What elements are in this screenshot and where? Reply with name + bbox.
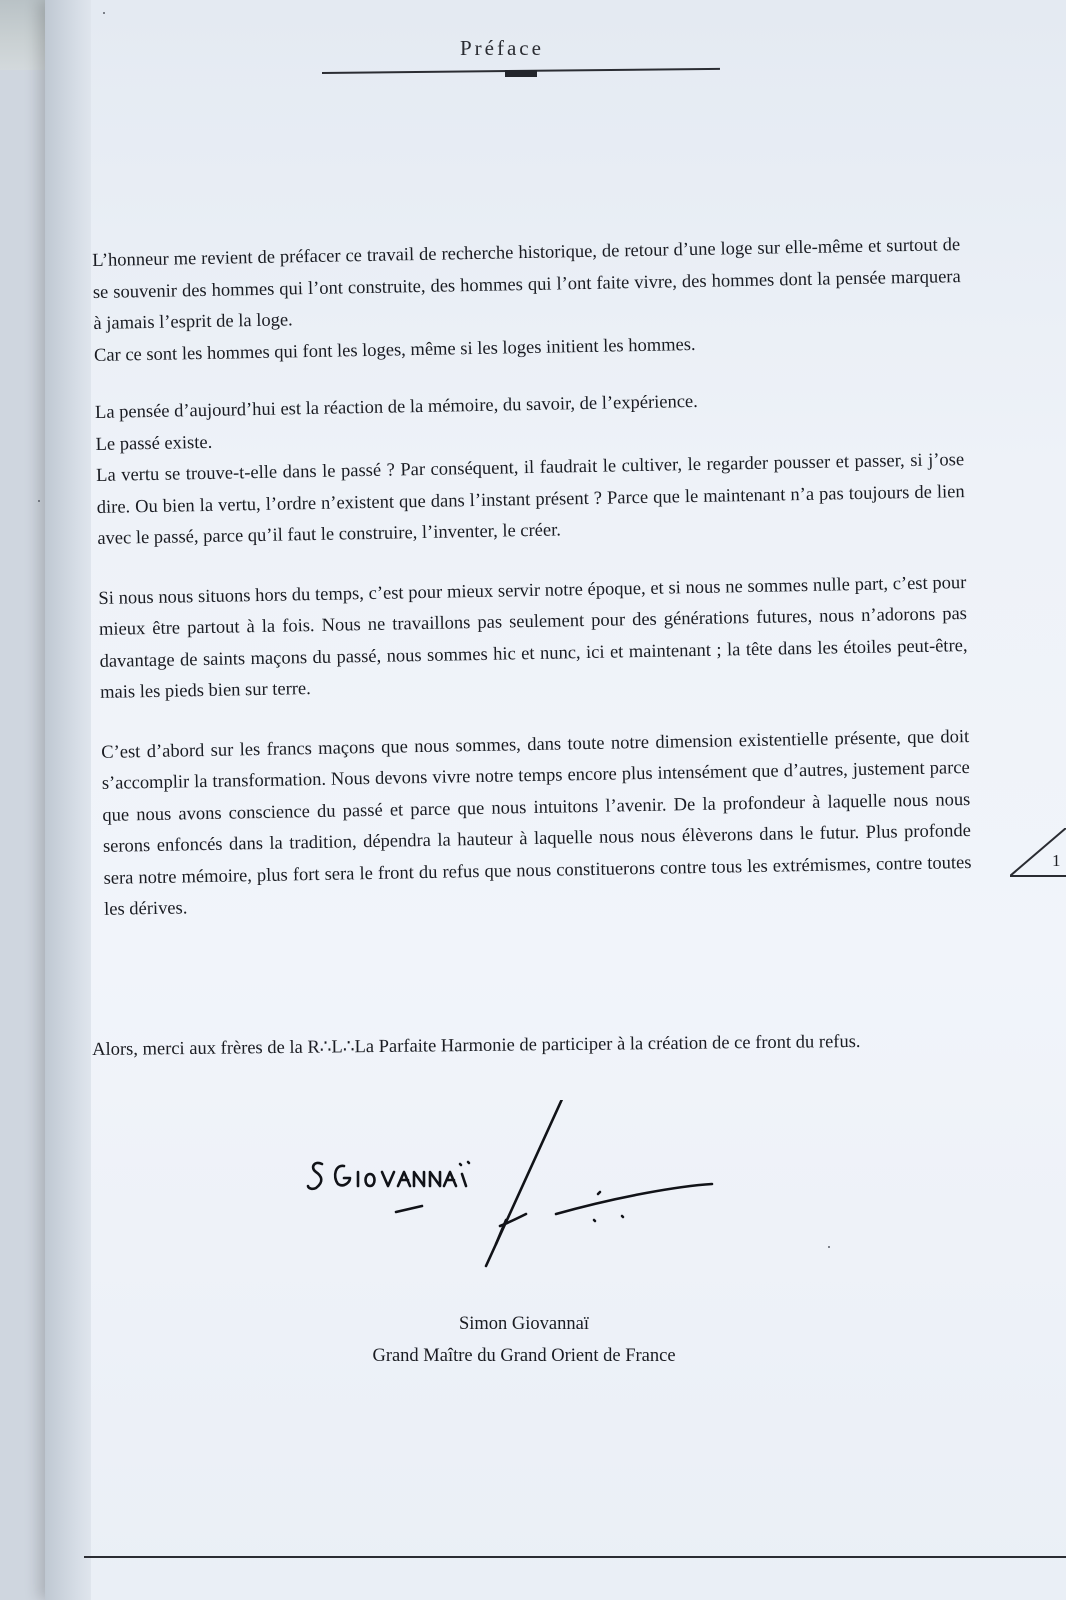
paper-speck [103,12,105,14]
page-edge [45,0,91,1600]
paragraph-1-line-2: Car ce sont les hommes qui font les loges, même si les loges initient les hommes. [93,334,696,366]
paragraph-1-line-1: L’honneur me revient de préfacer ce travail de recherche historique, de retour d’une loge sur elle-même et surtout de se souvenir des hommes qui l’ont construite, des hommes qui l’ont faite vivre, des hommes dont la pensée marquera à jamais l’esprit de la loge. [92,235,961,334]
preface-body [92,230,972,926]
paragraph-2-line-1: La pensée d’aujourd’hui est la réaction de la mémoire, du savoir, de l’expérience. [94,391,698,423]
paragraph-2-line-3: La vertu se trouve-t-elle dans le passé ? Par conséquent, il faudrait le cultiver, le regarder pousser et passer, si j’ose dire. Ou bien la vertu, l’ordre n’existent que dans l’instant présent ? Parce que le maintenant n’a pas toujours de lien avec le passé, parce qu’il faut le construire, l’inventer, le créer. [96,450,965,549]
paper-speck [38,500,40,502]
signer-name: Simon Giovannaï [458,1314,589,1334]
paper-speck [828,1246,830,1248]
paragraph-4: C’est d’abord sur les francs maçons que nous sommes, dans toute notre dimension existentielle présente, que doit s’accomplir la transformation. Nous devons vivre notre temps encore plus intensément que d’autres, justement parce que nous avons conscience du passé et parce que nous intuitons l’avenir. De la profondeur à laquelle nous nous serons enfoncés dans la tradition, dépendra la hauteur à laquelle nous nous élèverons dans le futur. Plus profonde sera notre mémoire, plus fort sera le front du refus que nous constituerons contre tous les extrémismes, contre toutes les dérives. [101,726,972,920]
closing-text: Alors, merci aux frères de la R∴L∴La Parfaite Harmonie de participer à la création de ce front du refus. [92,1031,861,1060]
page-title: Préface [460,36,544,60]
signer-title: Grand Maître du Grand Orient de France [372,1346,676,1366]
header-mark [505,70,537,77]
paragraph-2-line-2: Le passé existe. [95,432,213,455]
signature-image [300,1100,740,1300]
footer-rule [84,1556,1066,1558]
signer-block [300,1308,748,1372]
page-number: 1 [1052,851,1061,870]
paragraph-3: Si nous nous situons hors du temps, c’est pour mieux servir notre époque, et si nous ne sommes nulle part, c’est pour mieux être partout à la fois. Nous ne travaillons pas seulement pour des générations futures, nous n’adorons pas davantage de saints maçons du passé, nous sommes hic et nunc, ici et maintenant ; la tête dans les étoiles peut-être, mais les pieds bien sur terre. [98,572,968,703]
